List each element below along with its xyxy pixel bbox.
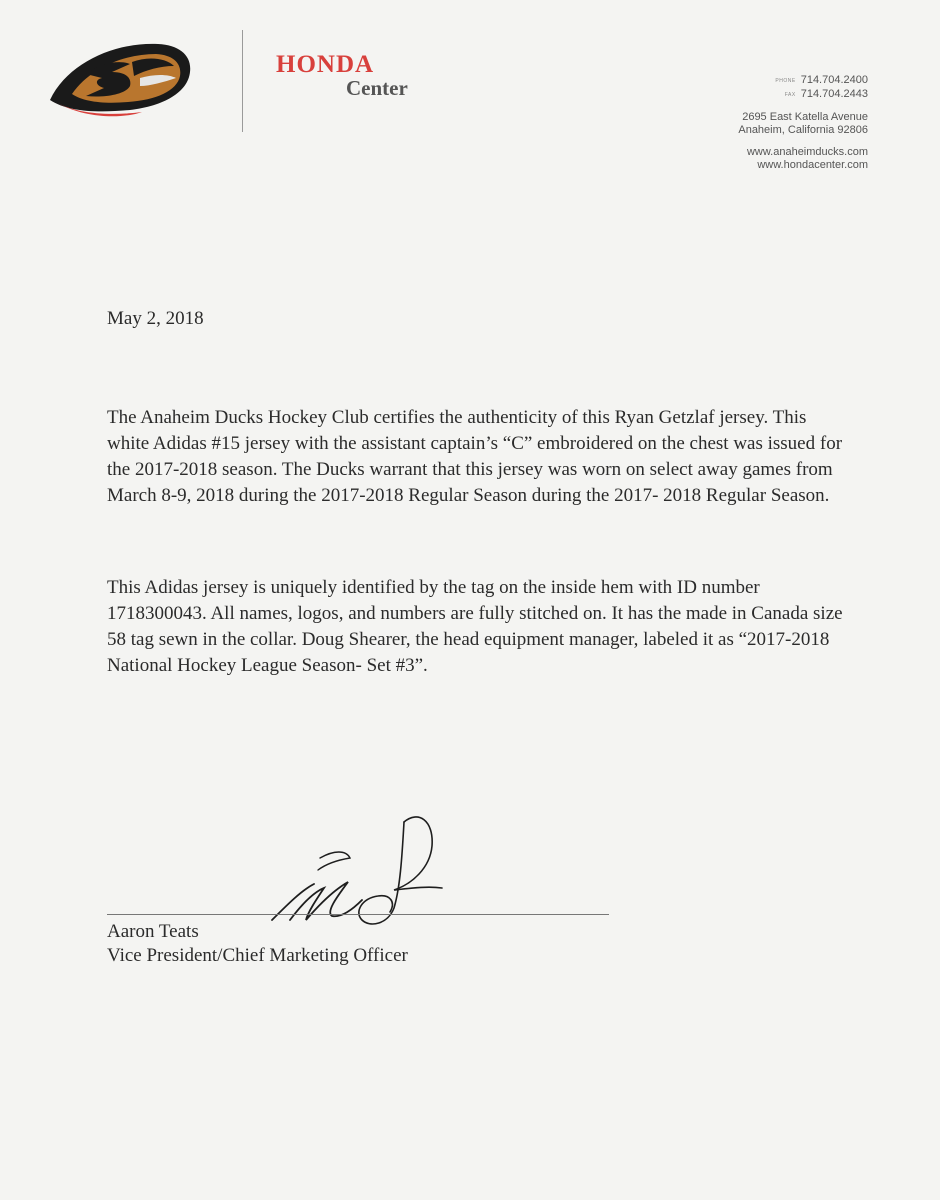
fax-line xyxy=(738,88,868,102)
phone-number: 714.704.2400 xyxy=(800,74,868,86)
phone-line xyxy=(738,74,868,88)
body-paragraph-2: This Adidas jersey is uniquely identified by the tag on the inside hem with ID number 1718300043. All names, logos, and numbers are fully stitched on. It has the made in Canada size 58 tag sewn in the collar. Doug Shearer, the head equipment manager, labeled it as “2017-2018 National Hockey League Season- Set #3”. xyxy=(107,577,843,676)
fax-number: 714.704.2443 xyxy=(800,88,868,100)
phone-tag: PHONE xyxy=(775,78,796,84)
signature xyxy=(262,808,462,938)
website-ducks: www.anaheimducks.com xyxy=(746,146,868,158)
body-paragraph-1: The Anaheim Ducks Hockey Club certifies the authenticity of this Ryan Getzlaf jersey. This white Adidas #15 jersey with the assistant captain’s “C” embroidered on the chest was issued for the 2017-2018 season. The Ducks warrant that this jersey was worn on select away games from March 8-9, 2018 during the 2017-2018 Regular Season during the 2017- 2018 Regular Season. xyxy=(107,407,843,506)
anaheim-ducks-logo xyxy=(46,34,196,124)
address-line-2: Anaheim, California 92806 xyxy=(738,124,868,136)
letter-date: May 2, 2018 xyxy=(107,308,204,329)
fax-tag: FAX xyxy=(784,92,796,98)
letterhead-contact xyxy=(738,74,868,172)
signer-title: Vice President/Chief Marketing Officer xyxy=(107,945,408,966)
signer-name: Aaron Teats xyxy=(107,921,199,942)
honda-wordmark: HONDA xyxy=(276,51,375,78)
letterhead-divider xyxy=(242,30,243,132)
signature-line xyxy=(107,914,609,915)
website-honda-center: www.hondacenter.com xyxy=(757,159,868,171)
address-line-1: 2695 East Katella Avenue xyxy=(742,111,868,123)
center-wordmark: Center xyxy=(346,76,408,100)
